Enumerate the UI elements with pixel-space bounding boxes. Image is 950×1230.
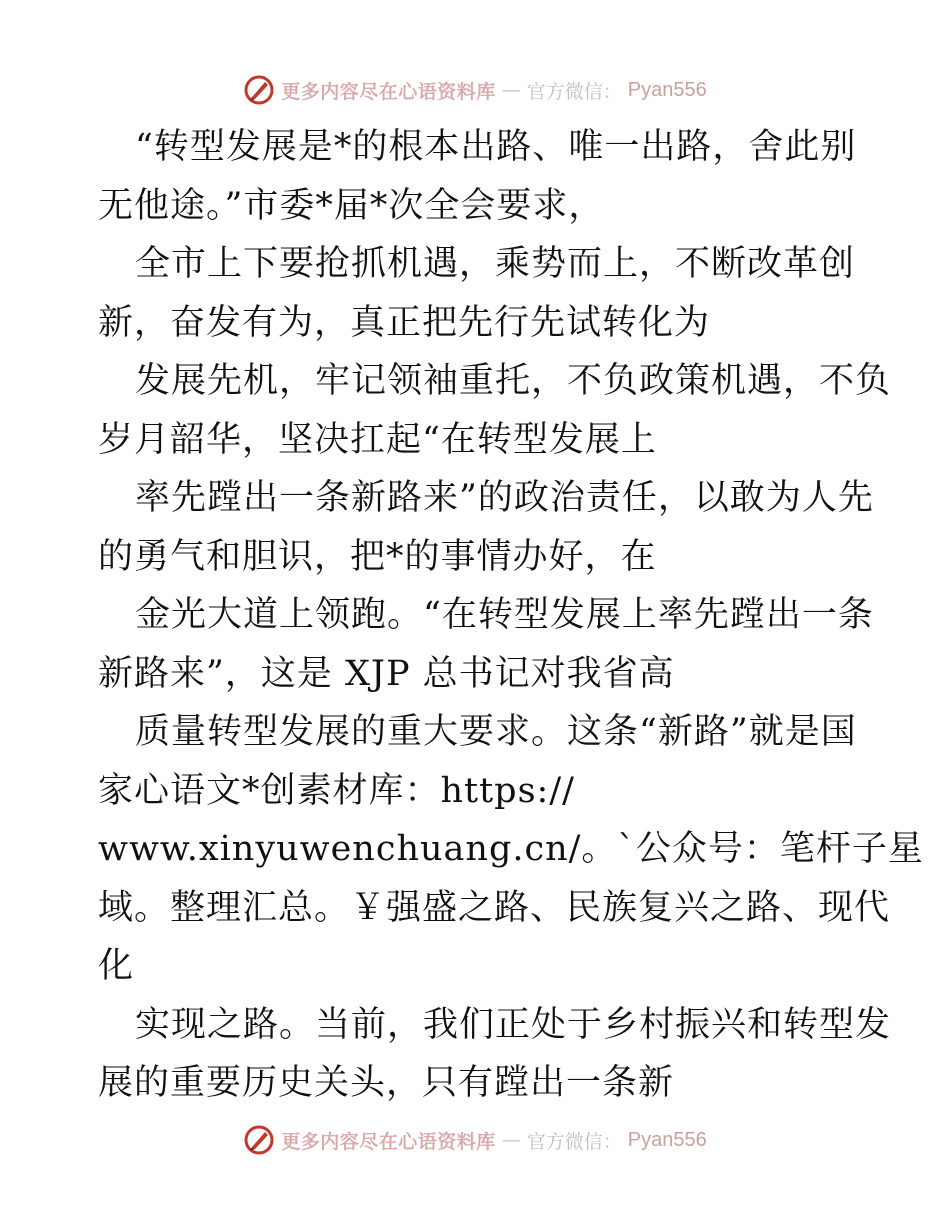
- text-line: 家心语文*创素材库：https://: [98, 770, 575, 811]
- footer-banner: [0, 1120, 950, 1160]
- separator: —: [501, 79, 521, 101]
- text-line: www.xinyuwenchuang.cn/。`公众号：笔杆子星: [98, 829, 924, 869]
- site-text: 更多内容尽在心语资料库: [281, 80, 496, 103]
- wechat-id: Pyan556: [627, 78, 707, 101]
- text-line: 质量转型发展的重大要求。这条“新路”就是国: [135, 712, 857, 752]
- text-line: 金光大道上领跑。“在转型发展上率先蹚出一条: [135, 595, 874, 635]
- text-line: 域。整理汇总。￥强盛之路、民族复兴之路、现代: [98, 887, 891, 928]
- text-line: 展的重要历史关头，只有蹚出一条新: [98, 1063, 675, 1103]
- text-line: 新，奋发有为，真正把先行先试转化为: [98, 302, 711, 343]
- quill-seal-icon: [243, 1124, 275, 1156]
- text-line: 化: [98, 946, 135, 986]
- text-line: 全市上下要抢抓机遇，乘势而上，不断改革创: [135, 244, 856, 284]
- text-line: 岁月韶华，坚决扛起“在转型发展上: [98, 419, 657, 460]
- wechat-id: Pyan556: [627, 1128, 707, 1151]
- text-line: 实现之路。当前，我们正处于乡村振兴和转型发: [135, 1004, 892, 1045]
- wechat-label: 官方微信：: [526, 1130, 622, 1153]
- document-body: [98, 118, 924, 1113]
- site-text: 更多内容尽在心语资料库: [281, 1130, 496, 1153]
- wechat-label: 官方微信：: [526, 80, 622, 103]
- text-line: 新路来”，这是 XJP 总书记对我省高: [98, 653, 675, 694]
- text-line: 无他途。”市委*届*次全会要求，: [98, 185, 605, 226]
- text-line: 率先蹚出一条新路来”的政治责任，以敢为人先: [135, 478, 874, 518]
- header-banner: [0, 70, 950, 110]
- separator: —: [501, 1129, 521, 1151]
- text-line: 发展先机，牢记领袖重托，不负政策机遇，不负: [135, 361, 892, 401]
- quill-seal-icon: [243, 74, 275, 106]
- text-line: “转型发展是*的根本出路、唯一出路，舍此别: [135, 127, 857, 167]
- text-line: 的勇气和胆识，把*的事情办好，在: [98, 536, 657, 577]
